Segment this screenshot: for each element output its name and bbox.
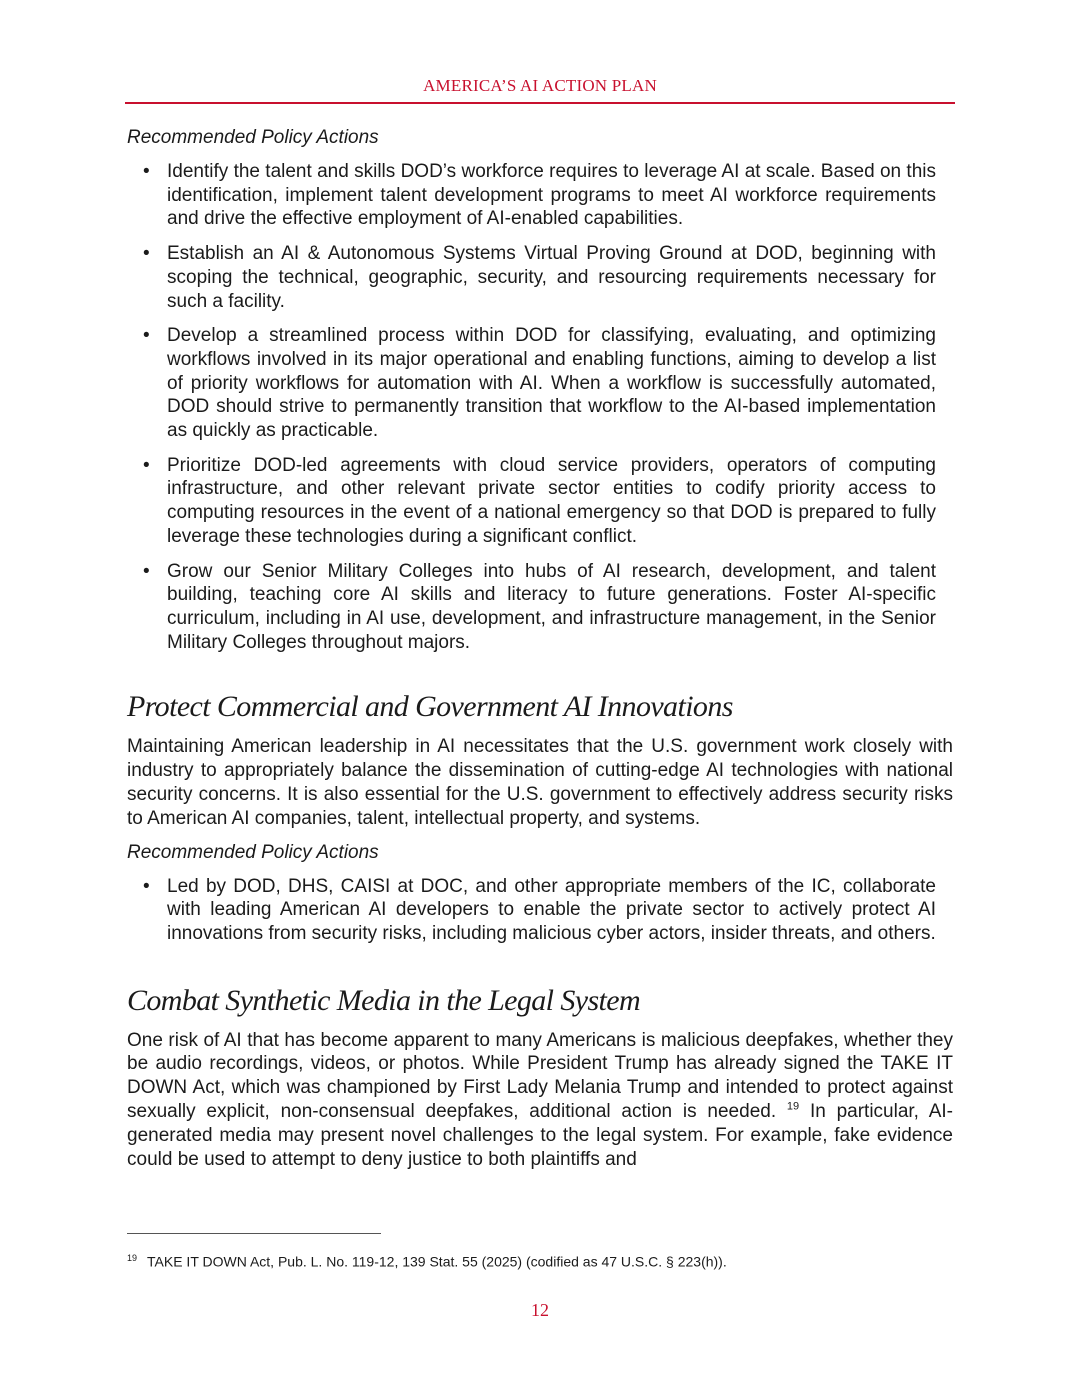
list-item-text: Led by DOD, DHS, CAISI at DOC, and other appropriate members of the IC, collaborate with leading American AI developers to enable the private sector to actively protect AI innovations from security risks, including malicious cyber actors, insider threats, and others. <box>167 875 936 944</box>
section-heading-synthetic-media: Combat Synthetic Media in the Legal System <box>127 983 641 1017</box>
bullet-icon: • <box>143 560 150 582</box>
list-item <box>143 875 936 946</box>
bullet-icon: • <box>143 161 150 182</box>
footnote-number: 19 <box>127 1253 138 1263</box>
list-item-text: Identify the talent and skills DOD’s workforce requires to leverage AI at scale. Based on this identification, implement talent development programs to meet AI workforce requirements and drive the effective employment of AI-enabled capabilities. <box>167 161 936 230</box>
policy-actions-list <box>127 875 953 946</box>
footnote-divider <box>127 1233 381 1234</box>
list-item <box>143 324 936 443</box>
list-item-text: Prioritize DOD-led agreements with cloud service providers, operators of computing infrastructure, and other relevant private sector entities to codify priority access to computing resources in the event of a national emergency so that DOD is prepared to fully leverage these technologies during a significant conflict. <box>167 454 936 547</box>
paragraph-text: One risk of AI that has become apparent to many Americans is malicious deepfakes, whether they be audio recordings, videos, or photos. While President Trump has already signed the TAKE IT DOWN Act, which was championed by First Lady Melania Trump and intended to protect against sexually explicit, non-consensual deepfakes, additional action is needed. <box>127 1029 953 1123</box>
page-header-title: AMERICA’S AI ACTION PLAN <box>423 76 657 95</box>
section-paragraph: Maintaining American leadership in AI necessitates that the U.S. government work closely with industry to appropriately balance the dissemination of cutting-edge AI technologies with national security concerns. It is also essential for the U.S. government to effectively address security risks to American AI companies, talent, intellectual property, and systems. <box>127 736 953 829</box>
page-number: 12 <box>531 1300 549 1320</box>
footnote <box>127 1253 727 1270</box>
bullet-icon: • <box>143 875 150 897</box>
section-paragraph <box>127 1029 953 1172</box>
page-content <box>127 126 953 1181</box>
footnote-reference[interactable]: 19 <box>786 1100 800 1113</box>
list-item-text: Grow our Senior Military Colleges into hubs of AI research, development, and talent building, teaching core AI skills and literacy to future generations. Foster AI-specific curriculum, including in AI use, development, and infrastructure management, in the Senior Military Colleges throughout majors. <box>167 560 936 653</box>
list-item <box>143 242 936 313</box>
bullet-icon: • <box>143 243 150 265</box>
list-item <box>143 560 936 655</box>
bullet-icon: • <box>143 325 150 347</box>
bullet-icon: • <box>143 454 150 476</box>
recommended-policy-actions-subheading: Recommended Policy Actions <box>127 841 379 863</box>
section-heading-protect-innovations: Protect Commercial and Government AI Innovations <box>127 690 733 724</box>
list-item-text: Develop a streamlined process within DOD for classifying, evaluating, and optimizing workflows involved in its major operational and enabling functions, aiming to develop a list of priority workflows for automation with AI. When a workflow is successfully automated, DOD should strive to permanently transition that workflow to the AI-based implementation as quickly as practicable. <box>167 325 936 442</box>
list-item <box>143 160 936 231</box>
list-item-text: Establish an AI & Autonomous Systems Virtual Proving Ground at DOD, beginning with scoping the technical, geographic, security, and resourcing requirements necessary for such a facility. <box>167 243 936 312</box>
list-item <box>143 454 936 549</box>
paragraph-text: In particular, AI-generated media may present novel challenges to the legal system. For example, fake evidence could be used to attempt to deny justice to both plaintiffs and <box>127 1101 953 1170</box>
policy-actions-list <box>127 160 953 654</box>
header-divider <box>125 102 955 104</box>
recommended-policy-actions-subheading: Recommended Policy Actions <box>127 127 379 148</box>
footnote-text: TAKE IT DOWN Act, Pub. L. No. 119-12, 139 Stat. 55 (2025) (codified as 47 U.S.C. § 223(h)). <box>147 1253 727 1270</box>
